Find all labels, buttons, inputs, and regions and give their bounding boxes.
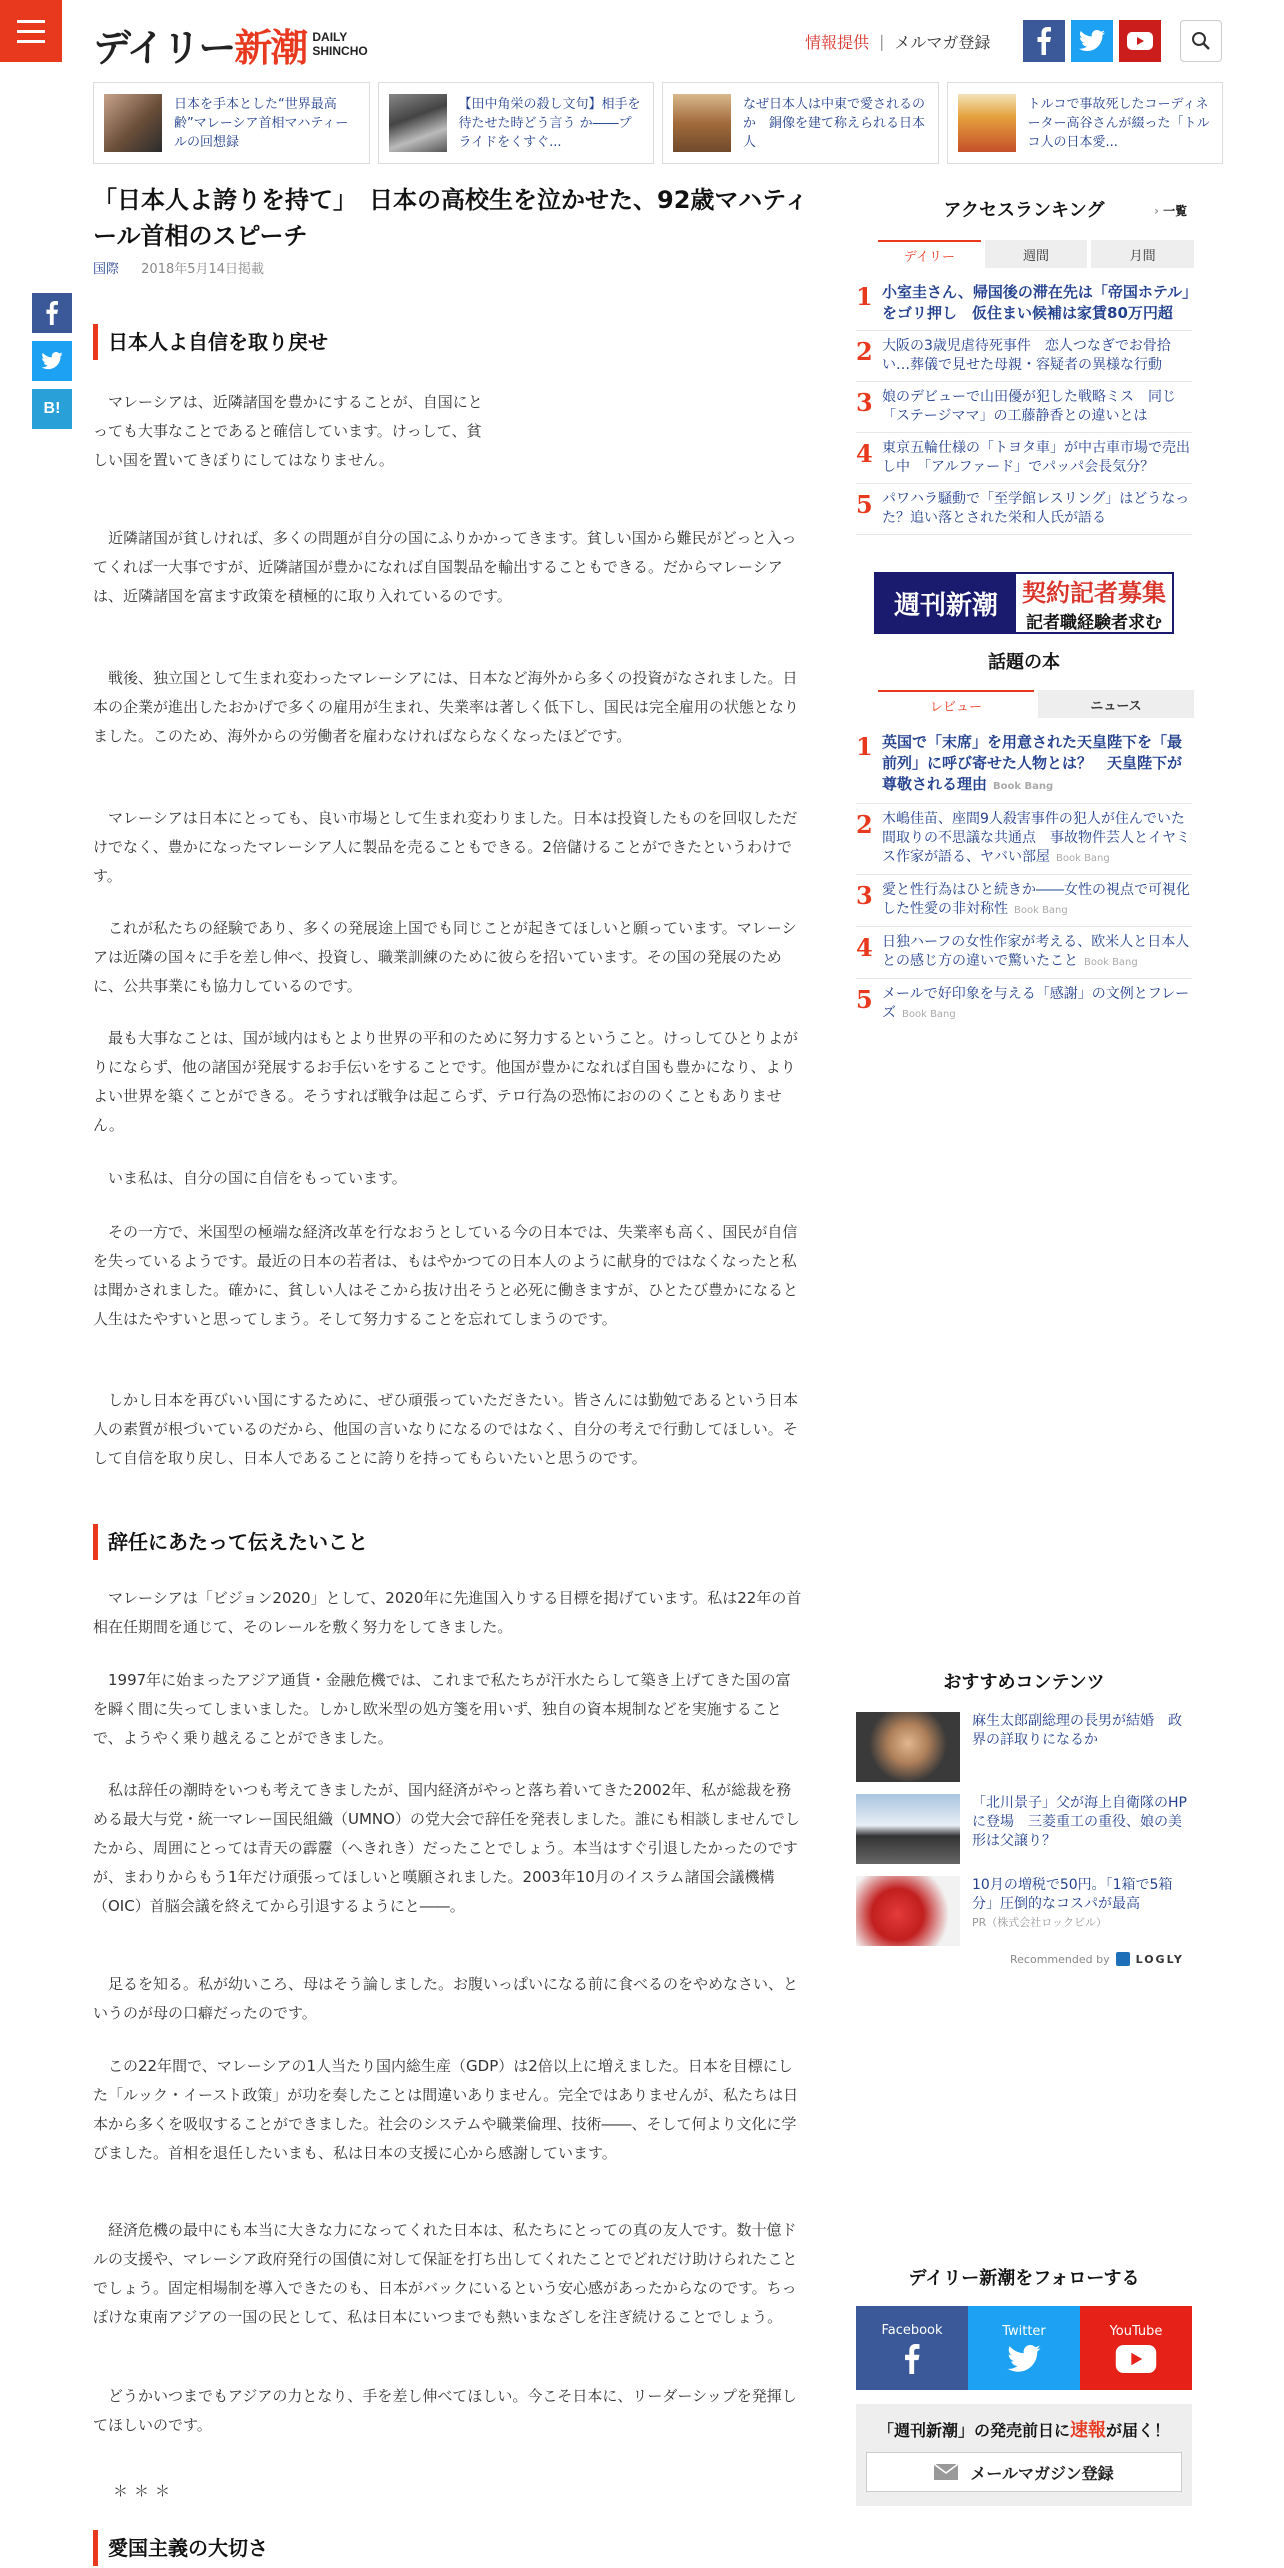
menu-bar-icon [17, 20, 45, 23]
article-paragraph: その一方で、米国型の極端な経済改革を行なおうとしている今の日本では、失業率も高く、国民が自信を失っているようです。最近の日本の若者は、もはやかつての日本人のように献身的ではなくなったと私は聞かされました。確かに、貧しい人はそこから抜け出そうと必死に働きますが、ひとたび豊かになると人生はたやすいと思ってしまう。そして努力することを忘れてしまうのです。 [93, 1223, 799, 1328]
book-title: 愛と性行為はひと続きか――女性の視点で可視化した性愛の非対称性 [882, 882, 1190, 917]
twitter-icon[interactable] [1071, 20, 1113, 62]
ranking-tabs [878, 240, 1194, 268]
follow-buttons [856, 2306, 1192, 2390]
article-paragraph: これが私たちの経験であり、多くの発展途上国でも同じことが起きてほしいと願っています。マレーシアは近隣の国々に手を差し伸べ、投資し、職業訓練のために彼らを招いています。その国の発展のために、公共事業にも協力しているのです。 [93, 919, 797, 995]
article-paragraph: 近隣諸国が貧しければ、多くの問題が自分の国にふりかかってきます。貧しい国から難民がどっと入ってくれば一大事ですが、近隣諸国が豊かになれば自国製品を輸出することもできる。だからマレーシアは、近隣諸国を富ます政策を積極的に取り入れているのです。 [93, 529, 797, 605]
book-item[interactable] [856, 726, 1192, 804]
rank-number: 2 [856, 810, 873, 839]
follow-title: デイリー新潮をフォローする [908, 2268, 1140, 2289]
article-thumbnail [104, 94, 162, 152]
facebook-icon [45, 301, 59, 325]
ranking-item[interactable] [856, 331, 1192, 382]
book-item[interactable] [856, 875, 1192, 927]
newsletter-link[interactable]: メルマガ登録 [894, 33, 991, 52]
article-paragraph: 足るを知る。私が幼いころ、母はそう論しました。お腹いっぱいになる前に食べるのをやめなさい、というのが母の口癖だったのです。 [93, 1975, 799, 2022]
twitter-icon [1007, 2345, 1041, 2373]
logo-accent: 新潮 [234, 25, 307, 70]
tab-monthly[interactable]: 月間 [1091, 240, 1194, 268]
related-article-title: なぜ日本人は中東で愛されるのか 銅像を建て称えられる日本人 [743, 96, 926, 150]
rank-number: 1 [856, 282, 873, 311]
ranking-title: 娘のデビューで山田優が犯した戦略ミス 同じ「ステージママ」の工藤静香との違いとは [882, 389, 1176, 424]
article-paragraph: しかし日本を再びいい国にするために、ぜひ頑張っていただきたい。皆さんには勤勉であるという日本人の素質が根づいているのだから、他国の言いなりになるのではなく、自分の考えで行動してほしい。そして自信を取り戻し、日本人であることに誇りを持ってもらいたいと思うのです。 [93, 1391, 799, 1467]
article-meta [93, 258, 264, 277]
article-thumbnail [856, 1794, 960, 1864]
rank-number: 1 [856, 732, 873, 761]
section-heading: 愛国主義の大切さ [93, 2530, 813, 2566]
share-hatena-button[interactable] [32, 389, 72, 429]
ranking-list [856, 276, 1192, 535]
hamburger-menu-button[interactable] [0, 0, 62, 62]
banner-magazine-name: 週刊新潮 [876, 574, 1016, 632]
tab-review[interactable]: レビュー [878, 690, 1034, 718]
recommended-title-text: 麻生太郎副総理の長男が結婚 政界の詳取りになるか [972, 1713, 1182, 1748]
newsletter-signup-button[interactable] [866, 2452, 1182, 2492]
follow-facebook-button[interactable] [856, 2306, 968, 2390]
header-links [805, 30, 990, 53]
follow-youtube-button[interactable] [1080, 2306, 1192, 2390]
share-facebook-button[interactable] [32, 293, 72, 333]
article-thumbnail [673, 94, 731, 152]
newsletter-headline: 「週刊新潮」の発売前日に速報が届く！ [877, 2420, 1171, 2441]
article-paragraph: マレーシアは、近隣諸国を豊かにすることが、自国にとっても大事なことであると確信しています。けっして、貧しい国を置いてきぼりにしてはなりません。 [93, 393, 483, 469]
book-source: Book Bang [993, 781, 1054, 792]
article-paragraph: どうかいつまでもアジアの力となり、手を差し伸べてほしい。今こそ日本に、リーダーシップを発揮してほしいのです。 [93, 2387, 797, 2434]
article-paragraph: マレーシアは「ビジョン2020」として、2020年に先進国入りする目標を掲げています。私は22年の首相在任期間を通じて、そのレールを敷く努力をしてきました。 [93, 1589, 802, 1636]
section-heading: 日本人よ自信を取り戻せ [93, 324, 813, 360]
related-article[interactable] [947, 82, 1224, 164]
recommended-title-text: 10月の増税で50円。「1箱で5箱分」圧倒的なコスパが最高 [972, 1877, 1173, 1912]
section-heading: 辞任にあたって伝えたいこと [93, 1524, 813, 1560]
search-button[interactable] [1180, 20, 1222, 62]
book-item[interactable] [856, 927, 1192, 979]
recommended-title-text: 「北川景子」父が海上自衛隊のHPに登場 三菱重工の重役、娘の美形は父譲り？ [972, 1795, 1187, 1849]
article-title: 「日本人よ誇りを持て」 日本の高校生を泣かせた、92歳マハティール首相のスピーチ [93, 186, 809, 250]
ranking-title: 大阪の3歳児虐待死事件 恋人つなぎでお骨拾い…葬儀で見せた母親・容疑者の異様な行動 [882, 338, 1171, 373]
logly-credit[interactable] [1010, 1952, 1184, 1966]
header-sns [1023, 20, 1161, 62]
follow-label: Facebook [881, 2322, 943, 2338]
recommended-item[interactable] [856, 1794, 1192, 1864]
recommended-list [856, 1712, 1192, 1958]
article-paragraph: 経済危機の最中にも本当に大きな力になってくれた日本は、私たちにとっての真の友人です。数十億ドルの支援や、マレーシア政府発行の国債に対して保証を打ち出してくれたことでどれだけ助けられたことでしょう。固定相場制を導入できたのも、日本がバックにいるという安心感があったからなのです。ちっぽけな東南アジアの一国の民として、私は日本にいつまでも熱いまなざしを注ぎ続けることでしょう。 [93, 2221, 798, 2326]
article-paragraph: 私は辞任の潮時をいつも考えてきましたが、国内経済がやっと落ち着いてきた2002年、私が総裁を務める最大与党・統一マレー国民組織（UMNO）の党大会で辞任を発表しました。誰にも相談しませんでしたから、周囲にとっては青天の霹靂（へきれき）だったことでしょう。本当はすぐ引退したかったのですが、まわりからもう1年だけ頑張ってほしいと嘆願されました。2003年10月のイスラム諸国会議機構（OIC）首脳会議を終えてから引退するようにと――。 [93, 1781, 800, 1915]
rank-number: 3 [856, 881, 873, 910]
ranking-title: 小室圭さん、帰国後の滞在先は「帝国ホテル」をゴリ押し 仮住まい候補は家賃80万円超 [882, 283, 1190, 322]
article-thumbnail [958, 94, 1016, 152]
follow-label: Twitter [1002, 2323, 1046, 2339]
rank-number: 5 [856, 985, 873, 1014]
sponsor-label: PR（株式会社ロックビル） [972, 1916, 1108, 1929]
section-divider: ＊＊＊ [113, 2482, 177, 2500]
twitter-icon [41, 352, 63, 370]
book-item[interactable] [856, 979, 1192, 1030]
tab-weekly[interactable]: 週間 [985, 240, 1088, 268]
article-thumbnail [856, 1712, 960, 1782]
related-article-title: 日本を手本とした“世界最高齢”マレーシア首相マハティールの回想録 [174, 96, 349, 150]
ranking-title: 東京五輪仕様の「トヨタ車」が中古車市場で売出し中 「アルファード」でパッパ会長気分？ [882, 440, 1190, 475]
related-article-title: トルコで事故死したコーディネーター高谷さんが綴った「トルコ人の日本愛... [1027, 96, 1210, 150]
recruitment-banner[interactable] [874, 572, 1174, 634]
ranking-item[interactable] [856, 382, 1192, 433]
info-link[interactable]: 情報提供 [805, 33, 870, 52]
book-source: Book Bang [1056, 853, 1110, 864]
book-source: Book Bang [902, 1009, 956, 1020]
chevron-right-icon: › [1154, 204, 1159, 218]
link-separator: | [879, 32, 885, 51]
article-paragraph: 戦後、独立国として生まれ変わったマレーシアには、日本など海外から多くの投資がなされました。日本の企業が進出したおかげで多くの雇用が生まれ、失業率は著しく低下し、国民は完全雇用の状態となりました。このため、海外からの労働者を雇わなければならなくなったほどです。 [93, 669, 799, 745]
rank-number: 2 [856, 337, 873, 366]
rank-number: 4 [856, 439, 873, 468]
access-ranking-title: アクセスランキング [943, 200, 1105, 221]
book-item[interactable] [856, 804, 1192, 875]
search-icon [1191, 31, 1211, 51]
banner-subline: 記者職経験者求む [1026, 613, 1162, 633]
newsletter-box [856, 2404, 1192, 2506]
book-section-title: 話題の本 [988, 652, 1060, 673]
recommended-title: おすすめコンテンツ [943, 1672, 1105, 1693]
logly-logo-icon [1116, 1952, 1130, 1966]
tab-daily[interactable]: デイリー [878, 240, 981, 268]
banner-headline: 契約記者募集 [1022, 579, 1166, 607]
publish-date: 2018年5月14日掲載 [141, 262, 265, 277]
site-logo[interactable] [93, 22, 368, 70]
book-list [856, 726, 1192, 1030]
book-title: メールで好印象を与える「感謝」の文例とフレーズ [882, 986, 1190, 1021]
youtube-icon [1115, 2345, 1157, 2373]
article-paragraph: いま私は、自分の国に自信をもっています。 [108, 1169, 407, 1187]
newsletter-button-label: メールマガジン登録 [970, 2463, 1114, 2483]
book-tabs [878, 690, 1194, 718]
related-article[interactable] [93, 82, 370, 164]
facebook-icon [903, 2344, 921, 2374]
youtube-icon[interactable] [1119, 20, 1161, 62]
article-thumbnail [856, 1876, 960, 1946]
article-paragraph: マレーシアは日本にとっても、良い市場として生まれ変わりました。日本は投資したものを回収しただけでなく、豊かになったマレーシア人に製品を売ることもできる。2倍儲けることができたというわけです。 [93, 809, 798, 885]
article-paragraph: 1997年に始まったアジア通貨・金融危機では、これまで私たちが汗水たらして築き上げてきた国の富を瞬く間に失ってしまいました。しかし欧米型の処方箋を用いず、独自の資本規制などを実施することで、ようやく乗り越えることができました。 [93, 1671, 791, 1747]
article-thumbnail [389, 94, 447, 152]
envelope-icon [934, 2464, 958, 2480]
ranking-item[interactable] [856, 433, 1192, 484]
hatena-bookmark-icon: B! [43, 400, 61, 417]
ranking-list-label: 一覧 [1163, 204, 1188, 218]
facebook-icon[interactable] [1023, 20, 1065, 62]
book-source: Book Bang [1084, 957, 1138, 968]
related-article-title: 【田中角栄の殺し文句】相手を待たせた時どう言う か――プライドをくすぐ... [458, 96, 641, 150]
logly-label: LOGLY [1135, 1952, 1184, 1966]
rank-number: 5 [856, 490, 873, 519]
related-articles-strip [93, 82, 1223, 164]
recommended-item[interactable] [856, 1876, 1192, 1946]
ranking-list-link[interactable] [1154, 202, 1187, 219]
book-source: Book Bang [1014, 905, 1068, 916]
rank-number: 3 [856, 388, 873, 417]
logo-main: デイリー [93, 25, 235, 70]
logo-en-2: SHINCHO [312, 44, 368, 58]
category-link[interactable]: 国際 [93, 262, 120, 277]
ranking-title: パワハラ騒動で「至学館レスリング」はどうなった？追い落とされた栄和人氏が語る [882, 491, 1190, 526]
follow-twitter-button[interactable] [968, 2306, 1080, 2390]
book-title: 日独ハーフの女性作家が考える、欧米人と日本人との感じ方の違いで驚いたこと [882, 934, 1190, 969]
ranking-item[interactable] [856, 276, 1192, 331]
article-paragraph: 最も大事なことは、国が域内はもとより世界の平和のために努力するということ。けっしてひとりよがりにならず、他の諸国が発展するお手伝いをすることです。他国が豊かになれば自国も豊かになり、よりよい世界を築くことができる。そうすれば戦争は起こらず、テロ行為の恐怖におののくこともありません。 [93, 1029, 799, 1134]
share-twitter-button[interactable] [32, 341, 72, 381]
menu-bar-icon [17, 30, 45, 33]
logo-en-1: DAILY [312, 30, 348, 44]
book-title: 木嶋佳苗、座間9人殺害事件の犯人が住んでいた間取りの不思議な共通点 事故物件芸人とイヤミス作家が語る、ヤバい部屋 [882, 811, 1190, 865]
ranking-item[interactable] [856, 484, 1192, 535]
book-title: 英国で「末席」を用意された天皇陛下を「最前列」に呼び寄せた人物とは？ 天皇陛下が尊敬される理由 [882, 733, 1183, 793]
related-article[interactable] [662, 82, 939, 164]
recommended-by-label: Recommended by [1010, 1952, 1110, 1966]
related-article[interactable] [378, 82, 655, 164]
tab-news[interactable]: ニュース [1038, 690, 1194, 718]
recommended-item[interactable] [856, 1712, 1192, 1782]
rank-number: 4 [856, 933, 873, 962]
menu-bar-icon [17, 40, 45, 43]
article-paragraph: この22年間で、マレーシアの1人当たり国内総生産（GDP）は2倍以上に増えました。日本を目標にした「ルック・イースト政策」が功を奏したことは間違いありません。完全ではありませんが、私たちは日本から多くを吸収することができました。社会のシステムや職業倫理、技術――、そして何より文化に学びました。首相を退任したいまも、私は日本の支援に心から感謝しています。 [93, 2057, 799, 2162]
follow-label: YouTube [1109, 2323, 1163, 2339]
